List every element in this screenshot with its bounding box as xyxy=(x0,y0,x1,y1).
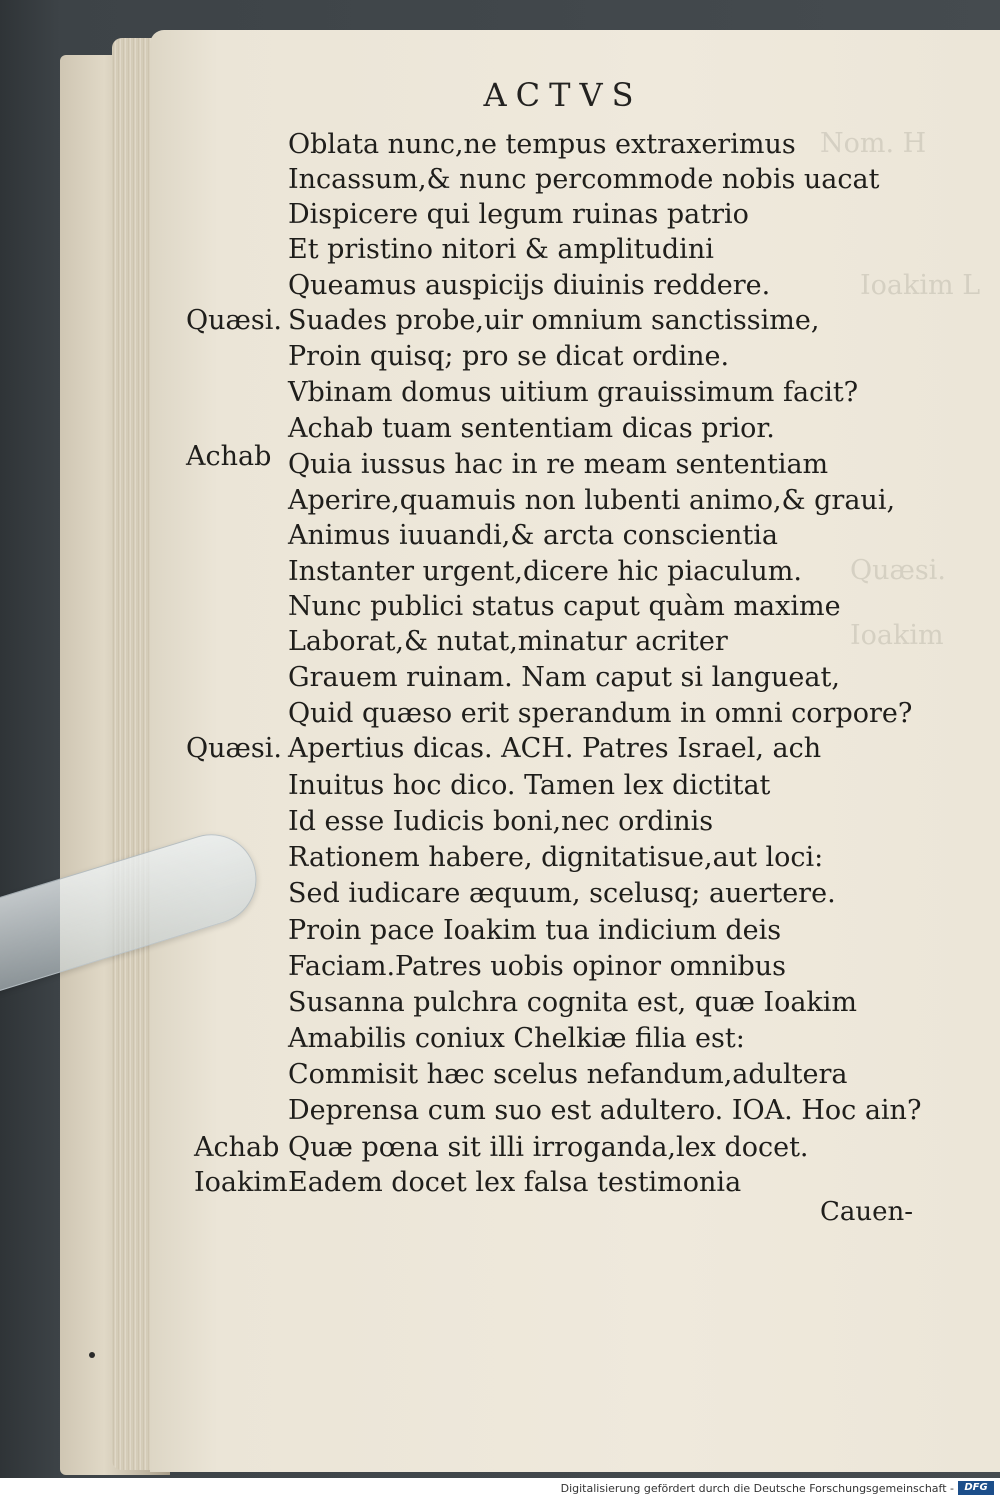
verse-line: Inuitus hoc dico. Tamen lex dictitat xyxy=(288,770,771,801)
speaker-label: Quæsi. xyxy=(186,733,282,764)
verse-line: Queamus auspicijs diuinis reddere. xyxy=(288,270,771,301)
verse-line: Instanter urgent,dicere hic piaculum. xyxy=(288,556,802,587)
verse-line: Quia iussus hac in re meam sententiam xyxy=(288,449,829,480)
verse-line: Id esse Iudicis boni,nec ordinis xyxy=(288,806,714,837)
verse-line: Oblata nunc,ne tempus extraxerimus xyxy=(288,129,796,160)
bleed-through-text: Quæsi. xyxy=(850,555,946,586)
verse-line: Achab tuam sententiam dicas prior. xyxy=(288,413,775,444)
verse-line: Sed iudicare æquum, scelusq; auertere. xyxy=(288,878,836,909)
verse-line: Vbinam domus uitium grauissimum facit? xyxy=(288,377,859,408)
speaker-label: Achab xyxy=(194,1132,280,1163)
verse-line: Eadem docet lex falsa testimonia xyxy=(288,1167,742,1198)
verse-line: Aperire,quamuis non lubenti animo,& graui, xyxy=(288,485,896,516)
verse-line: Deprensa cum suo est adultero. IOA. Hoc ain? xyxy=(288,1095,922,1126)
verse-line: Laborat,& nutat,minatur acriter xyxy=(288,626,728,657)
bleed-through-text: Ioakim L xyxy=(860,270,981,301)
speaker-label: Ioakim xyxy=(194,1167,288,1198)
speaker-label: Achab xyxy=(186,441,272,472)
verse-line: Incassum,& nunc percommode nobis uacat xyxy=(288,164,880,195)
verse-line: Amabilis coniux Chelkiæ filia est: xyxy=(288,1023,745,1054)
bleed-through-text: Nom. H xyxy=(820,128,927,159)
verse-line: Proin pace Ioakim tua indicium deis xyxy=(288,915,782,946)
verse-line: Rationem habere, dignitatisue,aut loci: xyxy=(288,842,824,873)
running-header: ACTVS xyxy=(483,76,643,114)
page-hole xyxy=(89,1352,95,1358)
verse-line: Suades probe,uir omnium sanctissime, xyxy=(288,305,820,336)
verse-line: Proin quisq; pro se dicat ordine. xyxy=(288,341,730,372)
footer-bar xyxy=(0,1478,1000,1499)
verse-line: Apertius dicas. ACH. Patres Israel, ach xyxy=(288,733,822,764)
verse-line: Grauem ruinam. Nam caput si langueat, xyxy=(288,662,840,693)
verse-line: Et pristino nitori & amplitudini xyxy=(288,234,714,265)
verse-line: Susanna pulchra cognita est, quæ Ioakim xyxy=(288,987,858,1018)
bleed-through-text: Ioakim xyxy=(850,620,944,651)
verse-line: Nunc publici status caput quàm maxime xyxy=(288,591,841,622)
verse-line: Animus iuuandi,& arcta conscientia xyxy=(288,520,778,551)
dfg-logo-icon: DFG xyxy=(958,1481,994,1495)
verse-line: Faciam.Patres uobis opinor omnibus xyxy=(288,951,786,982)
verse-line: Dispicere qui legum ruinas patrio xyxy=(288,199,749,230)
speaker-label: Quæsi. xyxy=(186,305,282,336)
verse-line: Quid quæso erit sperandum in omni corpore? xyxy=(288,698,913,729)
footer-credit: Digitalisierung gefördert durch die Deutsche Forschungsgemeinschaft - xyxy=(560,1482,954,1495)
verse-line: Commisit hæc scelus nefandum,adultera xyxy=(288,1059,848,1090)
catchword: Cauen- xyxy=(820,1197,914,1227)
verse-line: Quæ pœna sit illi irroganda,lex docet. xyxy=(288,1132,809,1163)
